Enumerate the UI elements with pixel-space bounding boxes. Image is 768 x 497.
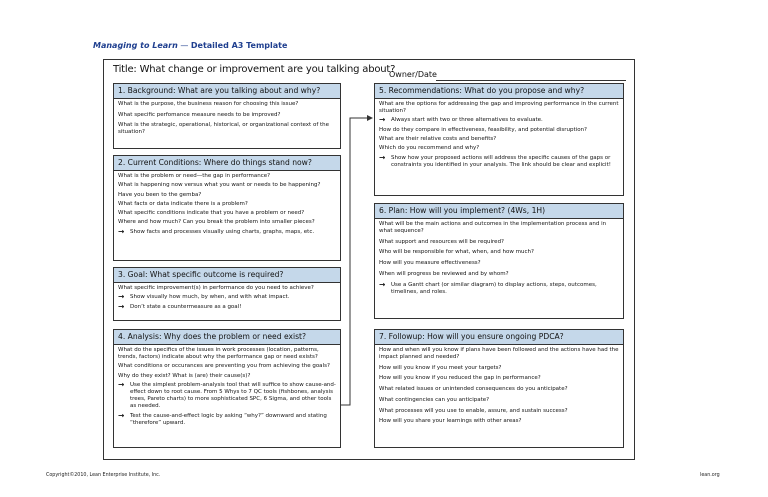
- question: How do they compare in effectiveness, feasibility, and potential disruption?: [379, 126, 587, 133]
- owner-date-label: Owner/Date: [389, 70, 437, 79]
- question: Have you been to the gemba?: [118, 191, 202, 198]
- question: What will be the main actions and outcomes in the implementation process and in what sequence?: [379, 221, 607, 235]
- question: What related issues or unintended consequences do you anticipate?: [379, 386, 568, 393]
- section-heading: 5. Recommendations: What do you propose and why?: [375, 84, 623, 99]
- guidance-arrow-item: → Use the simplest problem-analysis tool that will suffice to show cause-and-effect down to root cause. From 5 Whys to 7 QC tools (fishbones, analysis trees, Pareto charts) to more sophisticated SPC, 6 Sigma, and other tools as needed.: [118, 382, 336, 410]
- guidance-arrow-item: → Use a Gantt chart (or similar diagram) to display actions, steps, outcomes, timelines, and roles.: [379, 282, 619, 296]
- section-heading: 2. Current Conditions: Where do things stand now?: [114, 156, 340, 171]
- question: What do the specifics of the issues in work processes (location, patterns, trends, factors) indicate about why the performance gap or need exists?: [118, 347, 319, 361]
- question: What conditions or occurances are preventing you from achieving the goals?: [118, 363, 330, 370]
- section-heading: 4. Analysis: Why does the problem or need exist?: [114, 330, 340, 345]
- question: How and when will you know if plans have been followed and the actions have had the impact planned and needed?: [379, 347, 619, 361]
- a3-title[interactable]: Title: What change or improvement are you talking about?: [113, 64, 396, 75]
- question: How will you share your learnings with other areas?: [379, 418, 522, 425]
- guidance-arrow-item: → Show facts and processes visually using charts, graphs, maps, etc.: [118, 229, 336, 236]
- question: Which do you recommend and why?: [379, 145, 480, 152]
- footer-copyright: Copyright©2010, Lean Enterprise Institute, Inc.: [46, 473, 161, 478]
- question: How will you measure effectiveness?: [379, 260, 481, 267]
- header-separator: —: [177, 41, 191, 50]
- brand-title: Managing to Learn: [93, 41, 178, 50]
- section-heading: 7. Followup: How will you ensure ongoing PDCA?: [375, 330, 623, 345]
- question: What are their relative costs and benefits?: [379, 135, 497, 142]
- question: What is the problem or need—the gap in performance?: [118, 173, 271, 179]
- question: What specific conditions indicate that you have a problem or need?: [118, 210, 305, 217]
- footer-site-link[interactable]: lean.org: [700, 473, 720, 478]
- question: What specific perfomance measure needs to be improved?: [118, 111, 281, 118]
- question: How will you know if you reduced the gap in performance?: [379, 375, 541, 382]
- section-heading: 3. Goal: What specific outcome is required?: [114, 268, 340, 283]
- template-name: Detailed A3 Template: [190, 41, 288, 50]
- question: Where and how much? Can you break the problem into smaller pieces?: [118, 219, 315, 226]
- question: What is happening now versus what you want or needs to be happening?: [118, 182, 321, 189]
- question: What facts or data indicate there is a problem?: [118, 200, 248, 207]
- guidance-arrow-item: → Test the cause-and-effect logic by asking “why?” downward and stating “therefore” upward.: [118, 413, 336, 427]
- guidance-arrow-item: → Don’t state a countermeasure as a goal!: [118, 304, 336, 311]
- question: How will you know if you meet your targets?: [379, 364, 502, 371]
- question: What specific improvement(s) in performance do you need to achieve?: [118, 285, 314, 291]
- question: When will progress be reviewed and by whom?: [379, 270, 509, 277]
- guidance-arrow-item: → Show visually how much, by when, and with what impact.: [118, 294, 336, 301]
- question: What contingencies can you anticipate?: [379, 396, 490, 403]
- question: Who will be responsible for what, when, and how much?: [379, 249, 534, 256]
- question: What processes will you use to enable, assure, and sustain success?: [379, 407, 568, 414]
- question: Why do they exist? What is (are) their cause(s)?: [118, 372, 251, 379]
- question: What is the purpose, the business reason for choosing this issue?: [118, 101, 299, 107]
- guidance-arrow-item: → Show how your proposed actions will address the specific causes of the gaps or constraints you identified in your analysis. The link should be clear and explicit!: [379, 155, 619, 169]
- question: What are the options for addressing the gap and improving performance in the current situation?: [379, 101, 619, 115]
- guidance-arrow-item: → Always start with two or three alternatives to evaluate.: [379, 117, 619, 124]
- question: What is the strategic, operational, historical, or organizational context of the situation?: [118, 122, 330, 136]
- question: What support and resources will be required?: [379, 238, 504, 245]
- section-heading: 1. Background: What are you talking about and why?: [114, 84, 340, 99]
- section-heading: 6. Plan: How will you implement? (4Ws, 1H): [375, 204, 623, 219]
